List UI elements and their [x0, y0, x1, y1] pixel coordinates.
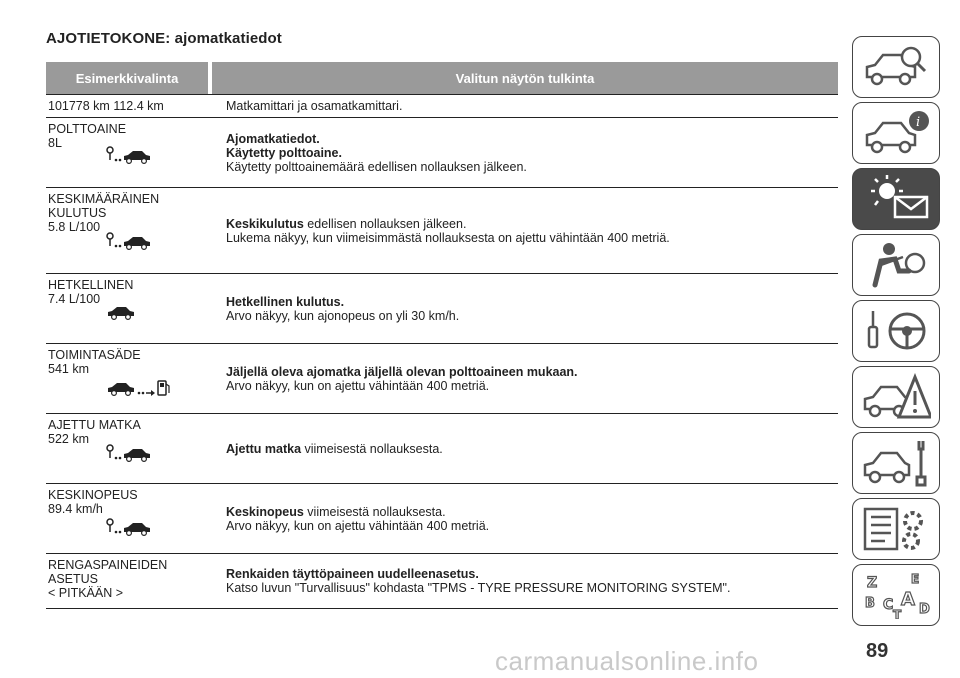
interpretation-line: Arvo näkyy, kun on ajettu vähintään 400 metriä. [226, 378, 490, 393]
example-text: TOIMINTASÄDE [48, 348, 141, 362]
interpretation-cell [216, 344, 838, 413]
key-car-icon [106, 518, 152, 539]
example-text: ASETUS [48, 572, 99, 586]
interpretation-cell [216, 188, 838, 273]
chapter-tab[interactable] [852, 168, 940, 230]
chapter-tab[interactable] [852, 564, 940, 626]
alphabet-letter: E [911, 572, 920, 586]
example-cell [46, 274, 216, 343]
alphabet-letter: T [893, 608, 902, 619]
example-text: 541 km [48, 362, 89, 376]
example-text: POLTTOAINE [48, 122, 127, 136]
interpretation-line: Lukema näkyy, kun viimeisimmästä nollauksesta on ajettu vähintään 400 metriä. [226, 230, 670, 245]
interpretation-text: viimeisestä nollauksesta. [301, 441, 443, 456]
alphabet-letter: Z [867, 575, 878, 591]
table-row [46, 188, 838, 274]
chapter-tab[interactable] [852, 300, 940, 362]
interpretation-bold: Jäljellä oleva ajomatka jäljellä olevan polttoaineen mukaan. [226, 364, 578, 379]
example-text: RENGASPAINEIDEN [48, 558, 168, 572]
example-cell [46, 344, 216, 413]
interpretation-line [226, 567, 838, 581]
interpretation-line [226, 365, 838, 379]
interpretation-line: Katso luvun "Turvallisuus" kohdasta "TPMS - TYRE PRESSURE MONITORING SYSTEM". [226, 581, 731, 595]
table-row [46, 484, 838, 554]
interpretation-bold: Keskinopeus [226, 504, 304, 519]
table-row [46, 344, 838, 414]
interpretation-line: Arvo näkyy, kun on ajettu vähintään 400 metriä. [226, 518, 490, 533]
svg-text:i: i [916, 115, 921, 130]
table-row [46, 118, 838, 188]
interpretation-bold: Ajomatkatiedot. [226, 131, 320, 146]
interpretation-line [226, 505, 838, 519]
example-text: KESKINOPEUS [48, 488, 138, 502]
table-row [46, 274, 838, 344]
interpretation-bold: Keskikulutus [226, 216, 304, 231]
chapter-tab[interactable] [852, 366, 940, 428]
interpretation-text: edellisen nollauksen jälkeen. [303, 216, 467, 231]
interpretation-line [226, 99, 838, 113]
table-row [46, 414, 838, 484]
example-text: 7.4 L/100 [48, 292, 101, 306]
key-car-icon [106, 146, 152, 167]
interpretation-line [226, 442, 838, 456]
example-text: 8L [48, 136, 62, 150]
example-cell [46, 118, 216, 187]
alphabet-letter: C [883, 597, 894, 613]
key-car-icon [106, 232, 152, 253]
chapter-tab[interactable] [852, 234, 940, 296]
example-cell [46, 554, 216, 608]
interpretation-cell [216, 414, 838, 483]
car-icon [106, 306, 136, 323]
example-cell [46, 188, 216, 273]
interpretation-line: Käytetty polttoainemäärä edellisen nollauksen jälkeen. [226, 159, 527, 174]
example-text: 89.4 km/h [48, 502, 103, 516]
interpretation-line: Arvo näkyy, kun ajonopeus on yli 30 km/h. [226, 308, 460, 323]
page-title: AJOTIETOKONE: ajomatkatiedot [46, 30, 282, 47]
info-table [46, 62, 838, 609]
example-text: HETKELLINEN [48, 278, 134, 292]
interpretation-cell [216, 95, 838, 117]
interpretation-bold: Ajettu matka [226, 441, 302, 456]
interpretation-cell [216, 484, 838, 553]
example-text: AJETTU MATKA [48, 418, 141, 432]
page-number: 89 [866, 640, 889, 662]
car-fuel-pump-icon [106, 378, 172, 401]
header-col-example: Esimerkkivalinta [46, 62, 208, 94]
interpretation-bold: Renkaiden täyttöpaineen uudelleenasetus. [226, 567, 479, 581]
alphabet-letter: B [865, 596, 875, 611]
chapter-tab[interactable] [852, 498, 940, 560]
example-text: KESKIMÄÄRÄINEN [48, 192, 160, 206]
interpretation-bold: Hetkellinen kulutus. [226, 294, 345, 309]
example-text: 101778 km 112.4 km [48, 99, 164, 113]
key-car-icon [106, 444, 152, 465]
header-col-interpretation: Valitun näytön tulkinta [212, 62, 838, 94]
example-text: < PITKÄÄN > [48, 586, 124, 600]
example-text: 5.8 L/100 [48, 220, 101, 234]
table-header [46, 62, 838, 94]
interpretation-text: Matkamittari ja osamatkamittari. [226, 99, 403, 113]
interpretation-text: viimeisestä nollauksesta. [303, 504, 446, 519]
chapter-tabs [852, 36, 948, 630]
example-text: 522 km [48, 432, 89, 446]
table-row [46, 554, 838, 609]
example-cell [46, 95, 216, 117]
example-cell [46, 484, 216, 553]
interpretation-line [226, 295, 838, 309]
interpretation-line [226, 132, 838, 146]
chapter-tab[interactable] [852, 102, 940, 164]
example-text: KULUTUS [48, 206, 107, 220]
interpretation-cell [216, 274, 838, 343]
example-cell [46, 414, 216, 483]
watermark: carmanualsonline.info [495, 646, 759, 676]
interpretation-cell [216, 118, 838, 187]
alphabet-letter: D [919, 602, 930, 617]
chapter-tab[interactable] [852, 432, 940, 494]
alphabet-letter: A [901, 589, 915, 610]
interpretation-line [226, 217, 838, 231]
interpretation-cell [216, 554, 838, 608]
table-row [46, 94, 838, 118]
chapter-tab[interactable] [852, 36, 940, 98]
interpretation-line: Käytetty polttoaine. [226, 145, 342, 160]
